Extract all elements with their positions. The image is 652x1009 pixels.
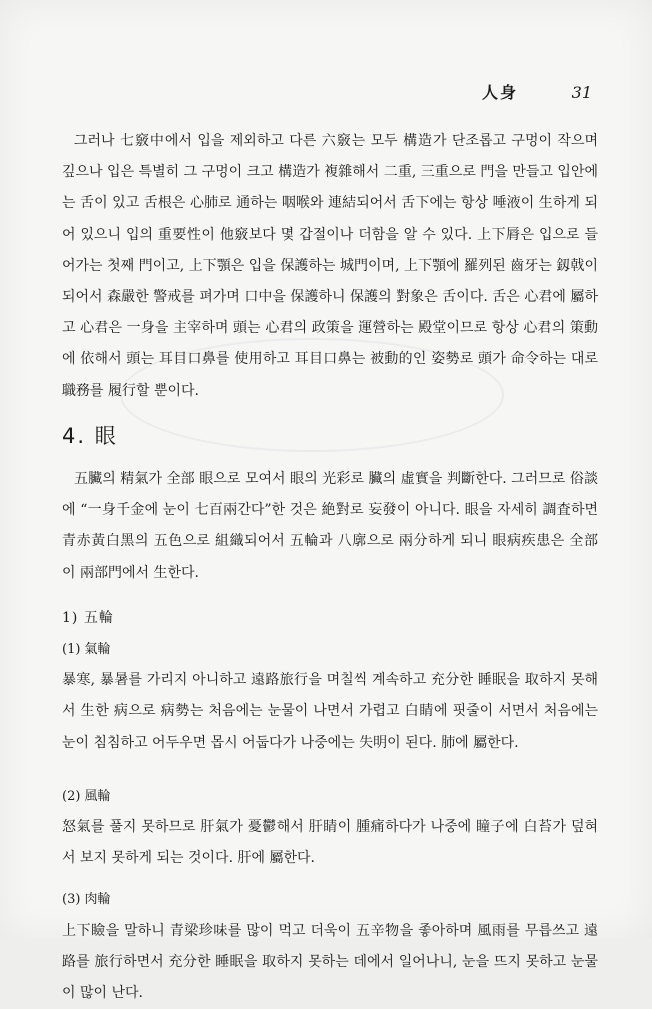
item-title: (1) 氣輪	[62, 642, 111, 658]
subsection-heading: 1) 五輪	[62, 609, 114, 626]
spacer	[62, 759, 598, 781]
running-head	[482, 80, 592, 103]
item-title: (2) 風輪	[62, 788, 111, 804]
item-text: 怒氣를 풀지 못하므로 肝氣가 憂鬱해서 肝睛이 腫痛하다가 나중에 瞳子에 白苔가 덮혀서 보지 못하게 되는 것이다. 肝에 屬한다.	[62, 819, 598, 867]
section-heading: 4. 眼	[62, 423, 118, 448]
item-text: 上下瞼을 말하니 青梁珍味를 많이 먹고 더욱이 五辛物을 좋아하며 風雨를 무릅쓰고 遠路를 旅行하면서 充分한 睡眠을 取하지 못하는 데에서 일어나니, 눈을 뜨지 못하고 눈물이 많이 난다.	[62, 922, 598, 1002]
section-intro: 五臟의 精氣가 全部 眼으로 모여서 眼의 光彩로 臟의 虛實을 判斷한다. 그러므로 俗談에 “一身千金에 눈이 七百兩간다”한 것은 絶對로 妄發이 아니다. 眼을 자세히 調査하면 青赤黃白黑의 五色으로 組織되어서 五輪과 八廓으로 兩分하게 되니 眼病疾患은 全部 이 兩部門에서 生한다.	[62, 471, 598, 581]
page-body	[62, 126, 598, 1009]
body-paragraph: 그러나 七竅中에서 입을 제외하고 다른 六竅는 모두 構造가 단조롭고 구멍이 작으며 깊으나 입은 특별히 그 구멍이 크고 構造가 複雜해서 二重, 三重으로 門을 만들고 입안에는 舌이 있고 舌根은 心肺로 通하는 咽喉와 連結되어서 舌下에는 항상 唾液이 生하게 되어 있으니 입의 重要性이 他竅보다 몇 갑절이나 더함을 알 수 있다. 上下脣은 입으로 들어가는 첫째 門이고, 上下顎은 입을 保護하는 城門이며, 上下顎에 羅列된 齒牙는 釼戟이 되어서 森嚴한 警戒를 펴가며 口中을 保護하니 保護의 對象은 舌이다. 舌은 心君에 屬하고 心君은 一身을 主宰하며 頭는 心君의 政策을 運營하는 殿堂이므로 항상 心君의 策動에 依해서 頭는 耳目口鼻를 使用하고 耳目口鼻는 被動的인 姿勢로 頭가 命令하는 대로 職務를 履行할 뿐이다.	[62, 133, 598, 399]
item-title: (3) 肉輪	[62, 892, 111, 908]
running-head-title: 人身	[482, 83, 519, 102]
page-number: 31	[571, 83, 592, 102]
item-text: 暴寒, 暴暑를 가리지 아니하고 遠路旅行을 며칠씩 계속하고 充分한 睡眠을 取하지 못해서 生한 病으로 病勢는 처음에는 눈물이 나면서 가렵고 白睛에 핏줄이 서면서 처음에는 눈이 침침하고 어두우면 몹시 어둡다가 나중에는 失明이 된다. 肺에 屬한다.	[62, 672, 598, 751]
